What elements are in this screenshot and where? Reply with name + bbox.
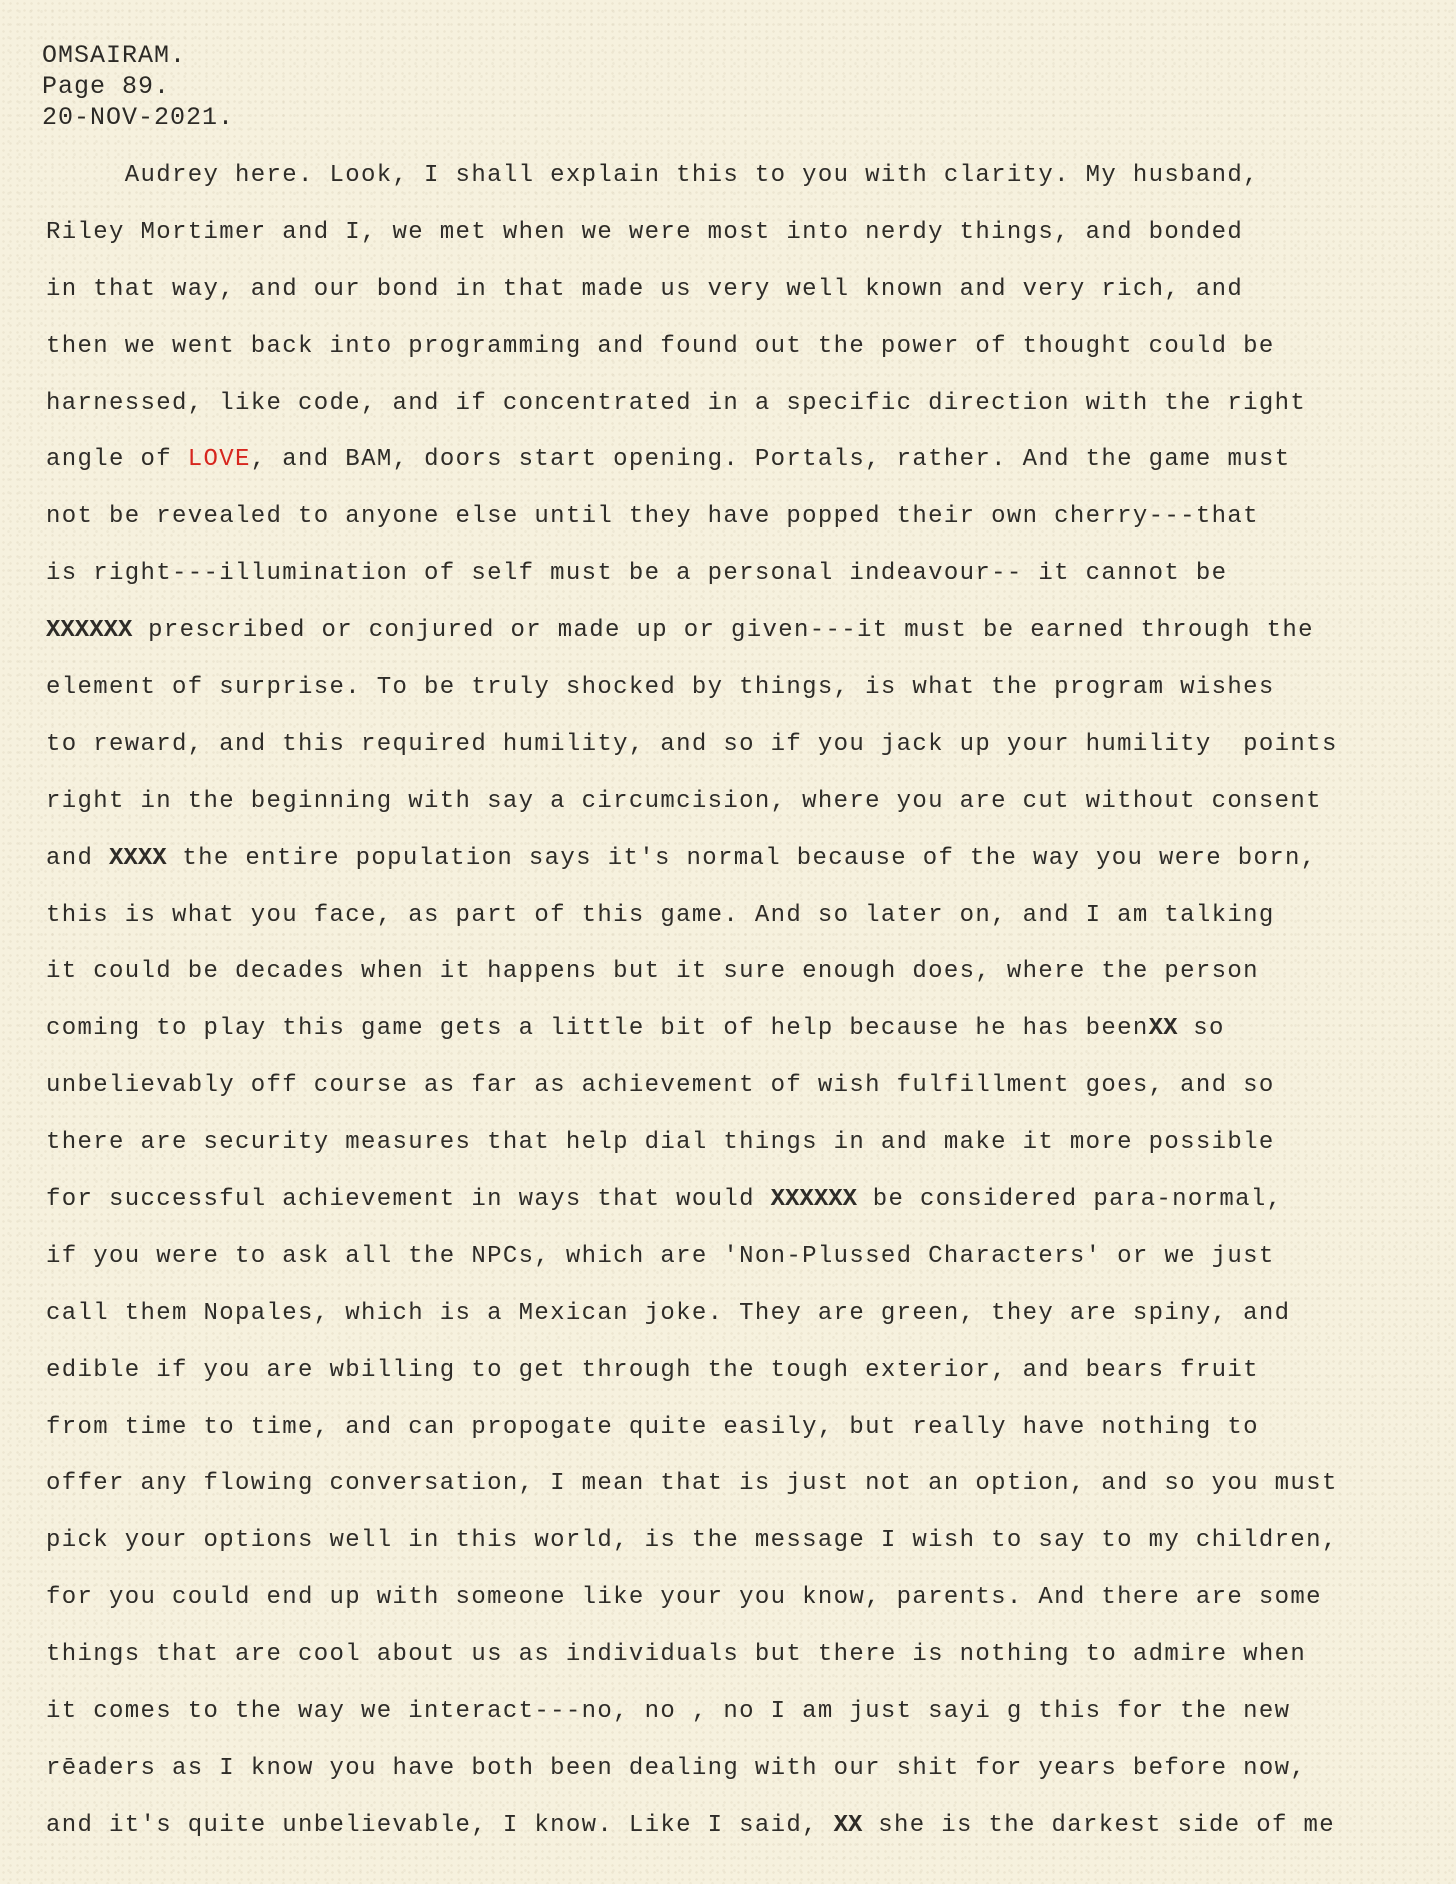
strikeout-mark: XXXX bbox=[109, 844, 167, 872]
text-line: call them Nopales, which is a Mexican joke. They are green, they are spiny, and bbox=[46, 1299, 1291, 1327]
text-line bbox=[46, 1798, 1446, 1855]
strikeout-mark: XXXXXX bbox=[770, 1186, 858, 1214]
text-segment: coming to play this game gets a little bit of help because he has been bbox=[46, 1015, 1149, 1043]
strikeout-mark: XX bbox=[1148, 1015, 1178, 1043]
text-line: right in the beginning with say a circumcision, where you are cut without consent bbox=[46, 787, 1322, 815]
text-line: harnessed, like code, and if concentrated in a specific direction with the right bbox=[46, 389, 1307, 417]
text-segment: and it's quite unbelievable, I know. Like I said, bbox=[46, 1811, 834, 1839]
text-line: for you could end up with someone like your you know, parents. And there are some bbox=[46, 1584, 1322, 1612]
text-line: this is what you face, as part of this game. And so later on, and I am talking bbox=[46, 901, 1275, 929]
text-line: in that way, and our bond in that made us very well known and very rich, and bbox=[46, 275, 1244, 303]
text-segment: angle of bbox=[46, 446, 188, 474]
text-line bbox=[46, 1172, 1446, 1229]
text-line: there are security measures that help dial things in and make it more possible bbox=[46, 1129, 1275, 1157]
page-header bbox=[42, 40, 234, 133]
header-page-number: Page 89. bbox=[42, 72, 171, 101]
strikeout-mark: XX bbox=[833, 1811, 863, 1839]
text-segment: and bbox=[46, 844, 110, 872]
text-segment: , and BAM, doors start opening. Portals, rather. And the game must bbox=[250, 446, 1291, 474]
page-body-text bbox=[46, 148, 1446, 1855]
text-line bbox=[46, 831, 1446, 888]
text-line: things that are cool about us as individuals but there is nothing to admire when bbox=[46, 1641, 1307, 1669]
text-line: unbelievably off course as far as achievement of wish fulfillment goes, and so bbox=[46, 1072, 1275, 1100]
text-line bbox=[46, 1001, 1446, 1058]
text-segment: for successful achievement in ways that would bbox=[46, 1186, 771, 1214]
text-line: offer any flowing conversation, I mean that is just not an option, and so you must bbox=[46, 1470, 1338, 1498]
text-line: it comes to the way we interact---no, no , no I am just sayi g this for the new bbox=[46, 1698, 1291, 1726]
text-line: element of surprise. To be truly shocked by things, is what the program wishes bbox=[46, 674, 1275, 702]
text-line: if you were to ask all the NPCs, which are 'Non-Plussed Characters' or we just bbox=[46, 1242, 1275, 1270]
text-line: pick your options well in this world, is the message I wish to say to my children, bbox=[46, 1527, 1338, 1555]
text-line: to reward, and this required humility, and so if you jack up your humility points bbox=[46, 730, 1338, 758]
text-line: not be revealed to anyone else until they have popped their own cherry---that bbox=[46, 503, 1259, 531]
text-segment: so bbox=[1177, 1015, 1225, 1043]
strikeout-mark: XXXXXX bbox=[46, 617, 133, 645]
text-line: from time to time, and can propogate quite easily, but really have nothing to bbox=[46, 1413, 1259, 1441]
header-title: OMSAIRAM. bbox=[42, 41, 187, 70]
text-line bbox=[46, 603, 1446, 660]
text-line: Riley Mortimer and I, we met when we were most into nerdy things, and bonded bbox=[46, 218, 1244, 246]
text-segment: the entire population says it's normal because of the way you were born, bbox=[166, 844, 1317, 872]
text-line: is right---illumination of self must be a personal indeavour-- it cannot be bbox=[46, 560, 1228, 588]
text-line: Audrey here. Look, I shall explain this to you with clarity. My husband, bbox=[46, 162, 1259, 189]
text-line bbox=[46, 432, 1446, 489]
header-date: 20-NOV-2021. bbox=[42, 103, 235, 132]
text-segment: prescribed or conjured or made up or given---it must be earned through the bbox=[132, 617, 1314, 645]
text-line: it could be decades when it happens but it sure enough does, where the person bbox=[46, 958, 1259, 986]
text-line: edible if you are wbilling to get through the tough exterior, and bears fruit bbox=[46, 1356, 1259, 1384]
text-segment: be considered para-normal, bbox=[857, 1186, 1283, 1214]
text-segment: she is the darkest side of me bbox=[862, 1811, 1336, 1839]
love-red-word: LOVE bbox=[187, 446, 251, 474]
text-line: then we went back into programming and found out the power of thought could be bbox=[46, 332, 1275, 360]
text-line: rēaders as I know you have both been dealing with our shit for years before now, bbox=[46, 1754, 1307, 1782]
